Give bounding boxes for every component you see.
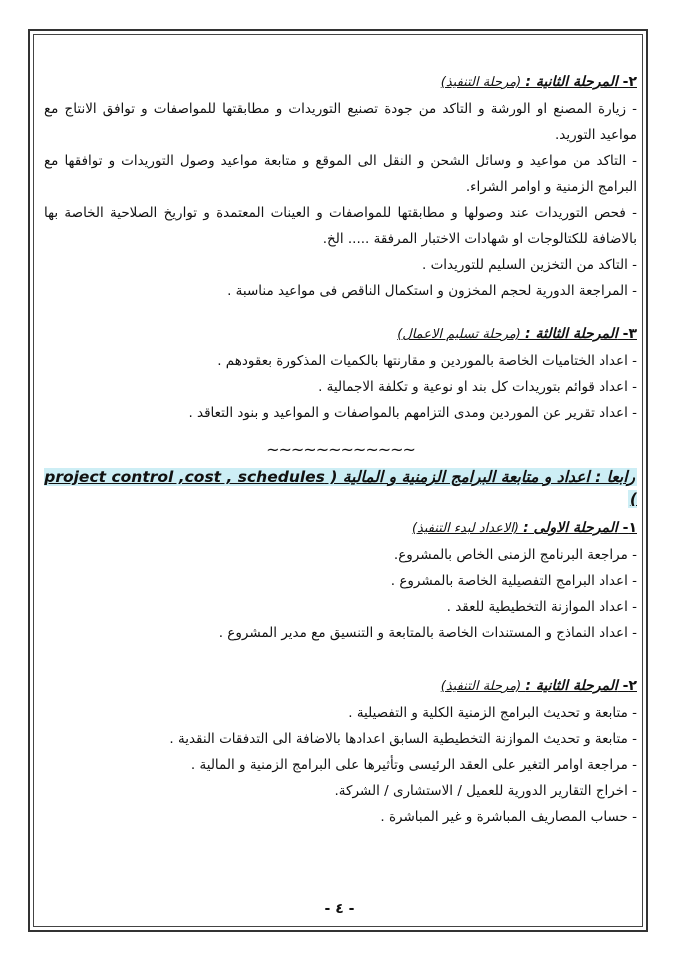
stage2b-heading <box>44 676 637 697</box>
list-item: - حساب المصاريف المباشرة و غير المباشرة . <box>380 809 637 825</box>
stage1-number: ١- <box>617 520 637 536</box>
section4-title <box>44 466 637 510</box>
list-item: - التاكد من التخزين السليم للتوريدات . <box>421 257 637 273</box>
document-body <box>44 72 637 830</box>
stage3-subtitle: (مرحلة تسليم الاعمال) <box>397 327 525 342</box>
list-item: - اعداد النماذج و المستندات الخاصة بالمتابعة و التنسيق مع مدير المشروع . <box>218 625 637 641</box>
stage1-subtitle: (الاعداد لبدء التنفيذ) <box>411 521 524 536</box>
list-item: - متابعة و تحديث البرامج الزمنية الكلية و التفصيلية . <box>348 705 637 721</box>
stage2b-title: المرحلة الثانية : <box>525 678 618 694</box>
stage3-heading <box>44 324 637 345</box>
stage2b-subtitle: (مرحلة التنفيذ) <box>440 679 526 694</box>
list-item: - اعداد الختاميات الخاصة بالموردين و مقارنتها بالكميات المذكورة بعقودهم . <box>217 353 637 369</box>
stage2-subtitle: (مرحلة التنفيذ) <box>440 75 526 90</box>
list-item: - اخراج التقارير الدورية للعميل / الاستشارى / الشركة. <box>334 783 637 799</box>
section4-title-text: رابعا : اعداد و متابعة البرامج الزمنية و المالية ( project control ,cost , schedules ) <box>44 468 637 508</box>
list-item: - اعداد الموازنة التخطيطية للعقد . <box>446 599 637 615</box>
list-item: - التاكد من مواعيد و وسائل الشحن و النقل الى الموقع و متابعة مواعيد وصول التوريدات و توافقها مع البرامج الزمنية و اوامر الشراء. <box>44 153 637 195</box>
stage2-number: ٢- <box>617 74 637 90</box>
tilde-divider: ~~~~~~~~~~~~ <box>266 440 415 459</box>
list-item: - المراجعة الدورية لحجم المخزون و استكمال الناقص فى مواعيد مناسبة . <box>227 283 637 299</box>
list-item: - اعداد البرامج التفصيلية الخاصة بالمشروع . <box>390 573 637 589</box>
stage2b-number: ٢- <box>617 678 637 694</box>
page-number: - ٤ - <box>324 901 355 917</box>
list-item: - مراجعة اوامر التغير على العقد الرئيسى وتأثيرها على البرامج الزمنية و المالية . <box>190 757 637 773</box>
list-item: - متابعة و تحديث الموازنة التخطيطية السابق اعدادها بالاضافة الى التدفقات النقدية . <box>169 731 637 747</box>
stage2-title: المرحلة الثانية : <box>525 74 618 90</box>
list-item: - اعداد قوائم بتوريدات كل بند او نوعية و تكلفة الاجمالية . <box>318 379 637 395</box>
list-item: - مراجعة البرنامج الزمنى الخاص بالمشروع. <box>393 547 637 563</box>
stage3-title: المرحلة الثالثة : <box>525 326 618 342</box>
stage1-title: المرحلة الاولى : <box>523 520 618 536</box>
stage2-heading <box>44 72 637 93</box>
list-item: - زيارة المصنع او الورشة و التاكد من جودة تصنيع التوريدات و مطابقتها للمواصفات و توافق الانتاج مع مواعيد التوريد. <box>44 101 637 143</box>
list-item: - اعداد تقرير عن الموردين ومدى التزامهم بالمواصفات و المواعيد و بنود التعاقد . <box>188 405 637 421</box>
stage3-number: ٣- <box>617 326 637 342</box>
stage1-heading <box>44 518 637 539</box>
list-item: - فحص التوريدات عند وصولها و مطابقتها للمواصفات و العينات المعتمدة و تواريخ الصلاحية الخاصة بها بالاضافة للكتالوجات او شهادات الاختبار المرفقة ..... الخ. <box>44 205 637 247</box>
